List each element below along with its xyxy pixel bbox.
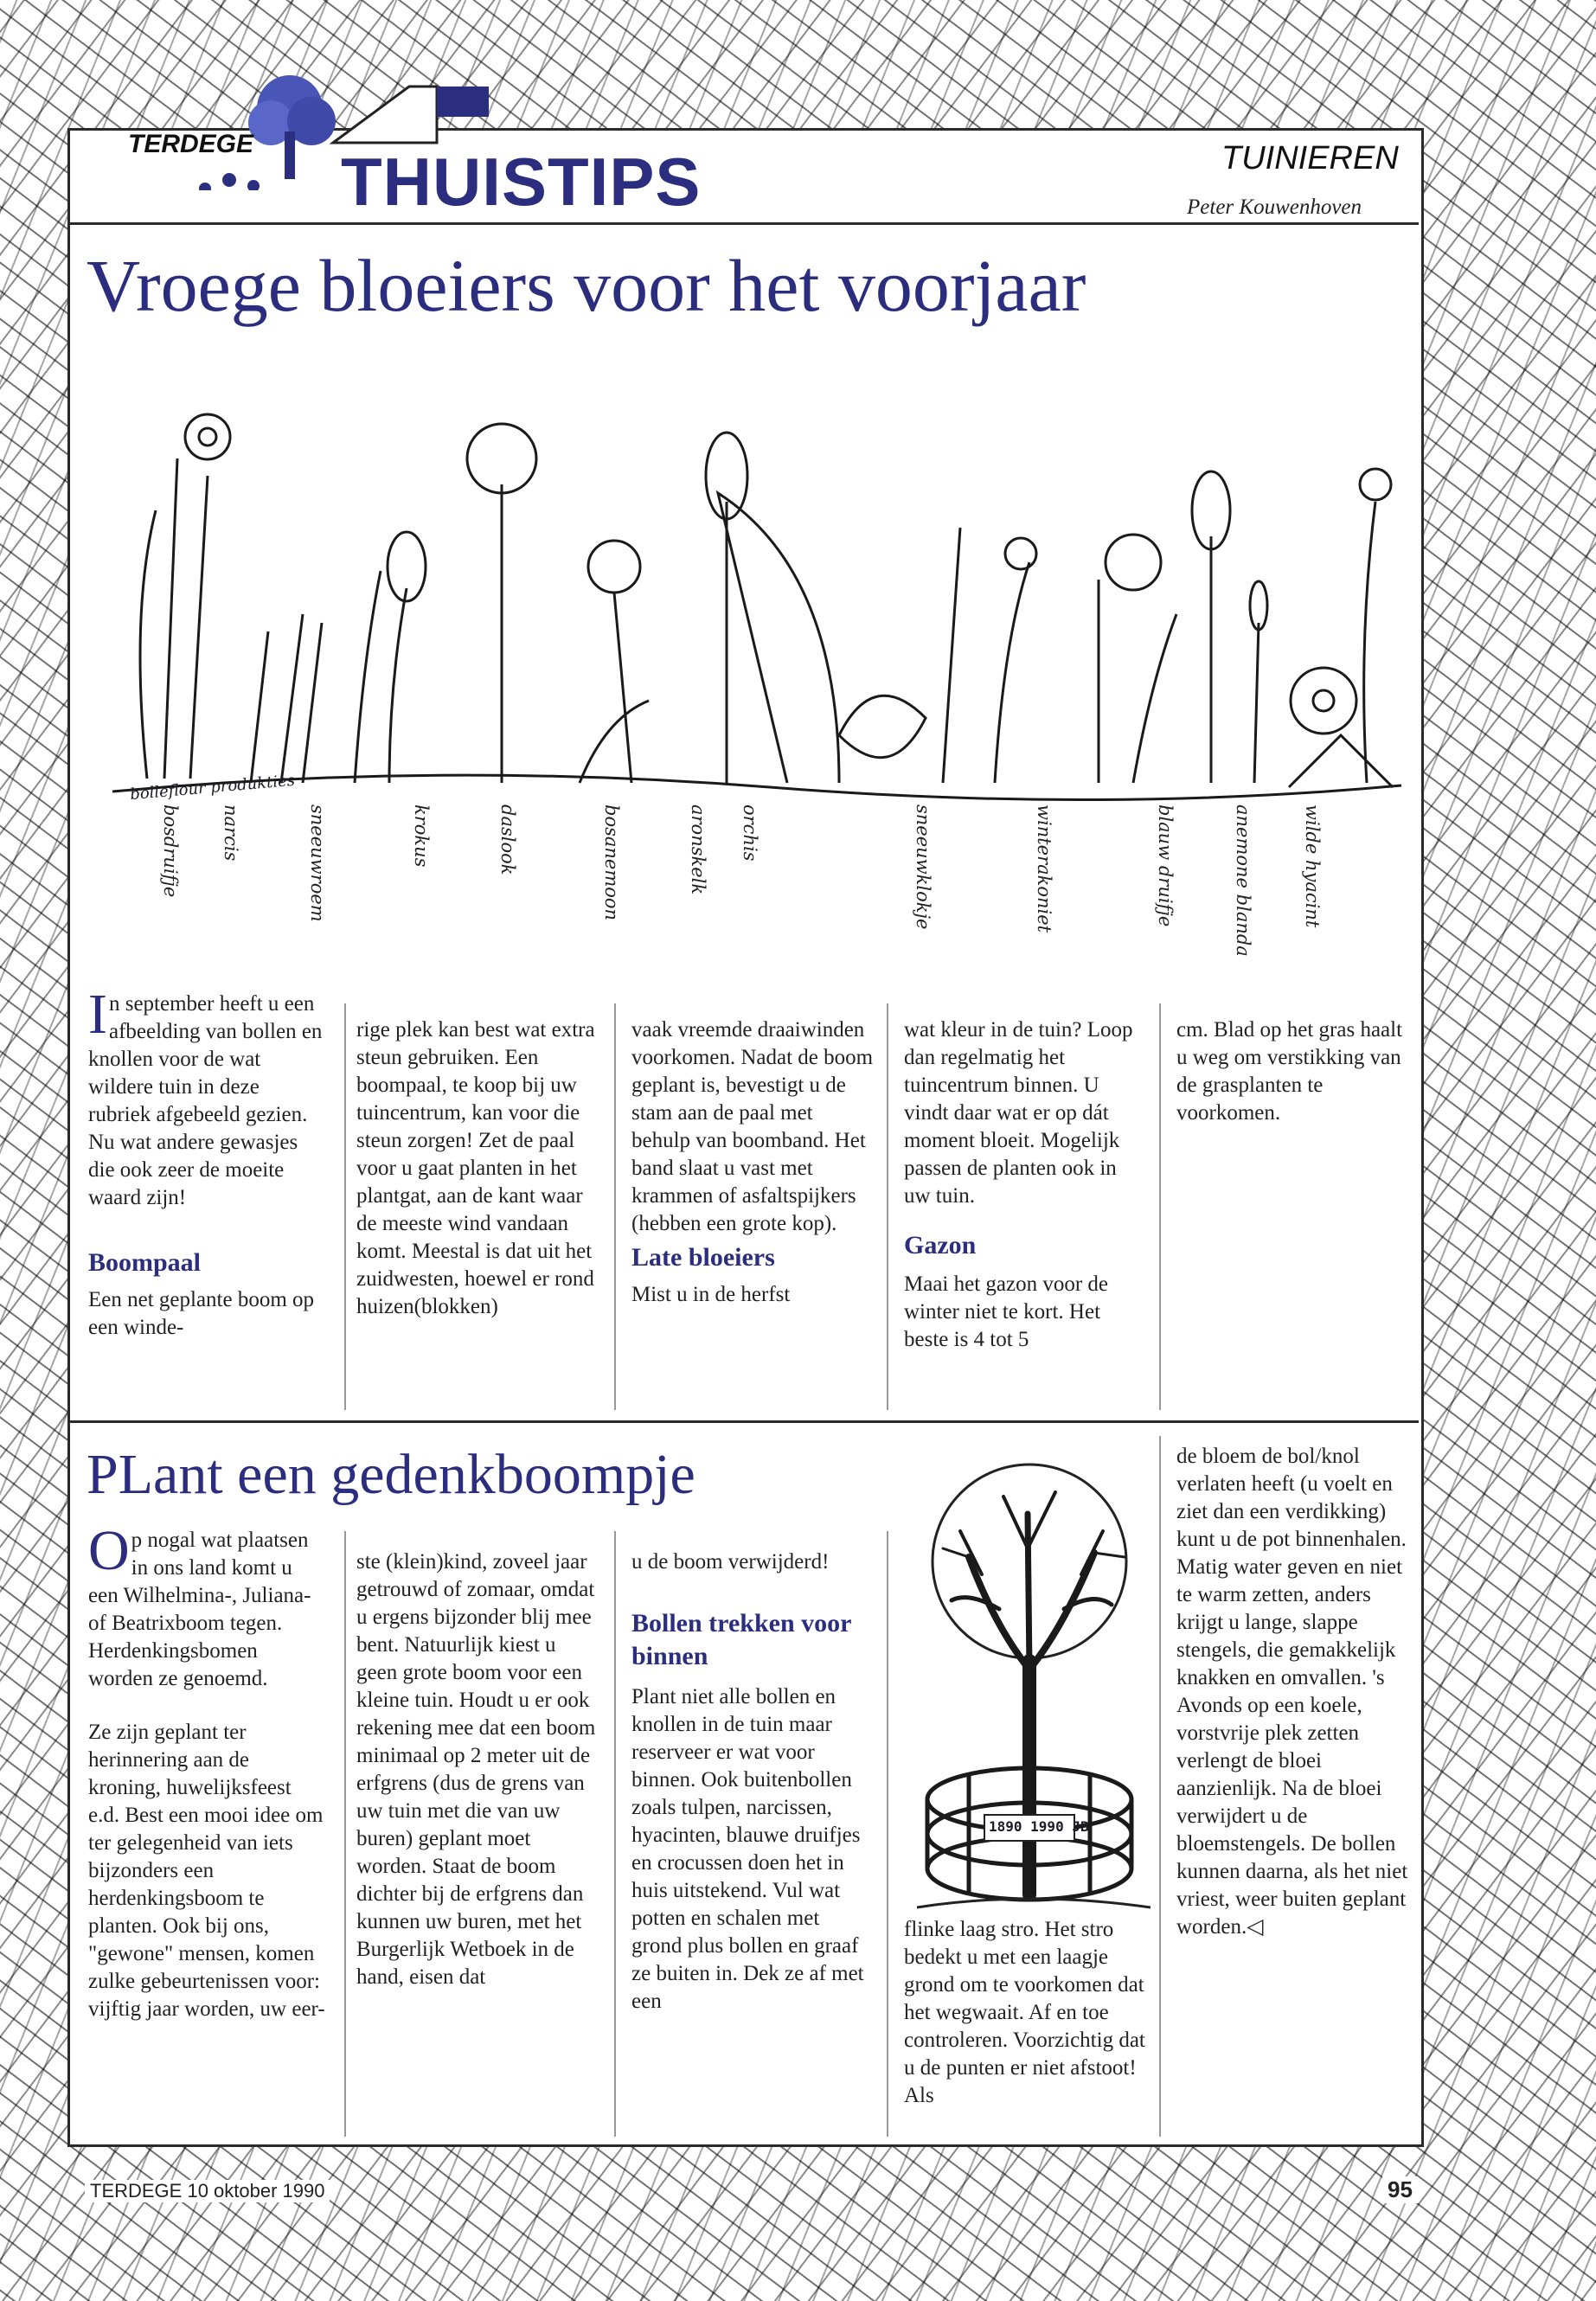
page-number: 95 — [1382, 2176, 1418, 2203]
article2-column-4 — [904, 1916, 1146, 2110]
footer-source: TERDEGE 10 oktober 1990 — [85, 2180, 330, 2202]
section-title: THUISTIPS — [341, 144, 702, 220]
dropcap: I — [88, 983, 107, 1046]
body-text: vaak vreemde draaiwinden voorkomen. Nadat de boom geplant is, bevestigt u de stam aan de paal met behulp van boomband. Het band slaat u vast met krammen of asfaltspijkers (hebben een grote kop). — [631, 1018, 874, 1235]
article1-title: Vroege bloeiers voor het voorjaar — [87, 244, 1086, 327]
article2-column-3 — [631, 1548, 874, 2016]
illustration-credit: bolleflour produkties — [129, 771, 296, 804]
body-text: Ze zijn geplant ter herinnering aan de kroning, huwelijksfeest e.d. Best een mooi idee om ter gelegenheid van iets bijzonders een herdenkingsboom te planten. Ook bij ons, "gewone" mensen, komen zulke gebeurtenissen voor: vijftig jaar worden, uw eer- — [88, 1721, 325, 2021]
body-text: ste (klein)kind, zoveel jaar getrouwd of zomaar, omdat u ergens bijzonder blij mee bent. Natuurlijk kiest u geen grote boom voor een kleine tuin. Houdt u er ook rekening mee dat een boom minimaal op 2 meter uit de erfgrens (dus de grens van uw tuin met die van uw buren) geplant moet worden. Staat de boom dichter bij de erfgrens dan kunnen uw buren, met het Burgerlijk Wetboek in de hand, eisen dat — [356, 1550, 596, 1989]
column-divider — [344, 1531, 346, 2137]
category-label: TUINIEREN — [1221, 140, 1399, 176]
body-text: Maai het gazon voor de winter niet te kort. Het beste is 4 tot 5 — [904, 1272, 1109, 1351]
column-divider — [1159, 1436, 1161, 2137]
body-text: n september heeft u een afbeelding van bollen en knollen voor de wat wildere tuin in deze rubriek afgebeeld gezien. Nu wat andere gewasjes die ook zeer de moeite waard zijn! — [88, 992, 323, 1209]
tree-plaque: 1890 1990 JB — [989, 1818, 1089, 1835]
plant-label: wilde hyacint — [1302, 804, 1323, 928]
plant-label: narcis — [221, 804, 241, 862]
column-divider — [614, 1531, 616, 2137]
plant-label: bosdruifje — [160, 804, 181, 898]
body-text: Een net geplante boom op een winde- — [88, 1288, 315, 1339]
article2-column-5 — [1176, 1443, 1410, 1941]
plant-label: winterakoniet — [1034, 804, 1054, 933]
author-label: Peter Kouwenhoven — [1187, 195, 1362, 219]
column-divider — [614, 1003, 616, 1410]
body-text: de bloem de bol/knol verlaten heeft (u voelt en ziet dan een verdikking) kunt u de pot binnenhalen. Matig water geven en niet te warm zetten, anders krijgt u lange, slappe stengels, die gemakkelijk knakken en omvallen. 's Avonds op een koele, vorstvrije plek zetten verlengt de bloei aanzienlijk. Na de bloei verwijdert u de bloemstengels. De bollen kunnen daarna, als het niet vriest, weer buiten geplant worden.◁ — [1176, 1445, 1408, 1939]
plant-label: daslook — [497, 804, 518, 875]
plant-label: bosanemoon — [601, 804, 622, 921]
plant-label: orchis — [740, 804, 760, 862]
brand-label: TERDEGE — [128, 130, 254, 158]
subheading-late-bloeiers: Late bloeiers — [631, 1243, 775, 1272]
article2-column-2 — [356, 1548, 599, 1991]
article1-column-2 — [356, 1016, 599, 1321]
column-divider — [344, 1003, 346, 1410]
memorial-tree-illustration — [917, 1462, 1151, 1920]
body-text: flinke laag stro. Het stro bedekt u met een laagje grond om te voorkomen dat het wegwaait. Af en toe controleren. Voorzichtig dat u de punten er niet afstoot! Als — [904, 1918, 1145, 2107]
plants-illustration — [95, 355, 1410, 804]
dropcap: O — [88, 1519, 130, 1582]
column-divider — [1159, 1003, 1161, 1410]
house-roof-icon — [333, 87, 437, 143]
body-text: Plant niet alle bollen en knollen in de tuin maar reserveer er wat voor binnen. Ook buitenbollen zoals tulpen, narcissen, hyacinten, blauwe druifjes en crocussen doen het in huis uitstekend. Vul wat potten en schalen met grond plus bollen en graaf ze buiten in. Dek ze af met een — [631, 1685, 864, 2013]
subheading-boompaal: Boompaal — [88, 1248, 202, 1277]
article1-column-5 — [1176, 1016, 1410, 1127]
column-divider — [887, 1531, 888, 2137]
plant-label: krokus — [411, 804, 432, 868]
subheading-gazon: Gazon — [904, 1231, 977, 1259]
body-text: p nogal wat plaatsen in ons land komt u een Wilhelmina-, Juliana- of Beatrixboom tegen. Herdenkingsbomen worden ze genoemd. — [88, 1529, 311, 1690]
article1-column-4 — [904, 1016, 1146, 1354]
article-separator — [67, 1420, 1419, 1423]
plant-label: blauw druifje — [1155, 804, 1176, 927]
column-divider — [887, 1003, 888, 1410]
plant-label: sneeuwklokje — [913, 804, 933, 930]
article1-column-1 — [88, 983, 326, 1342]
body-text: Mist u in de herfst — [631, 1283, 791, 1306]
masthead-rule — [67, 222, 1419, 225]
body-text: cm. Blad op het gras haalt u weg om verstikking van de grasplanten te voorkomen. — [1176, 1018, 1403, 1125]
article1-column-3 — [631, 1016, 874, 1309]
body-text: rige plek kan best wat extra steun gebruiken. Een boompaal, te koop bij uw tuincentrum, kan voor die steun zorgen! Zet de paal voor u gaat planten in het plantgat, aan de kant waar de meeste wind vandaan komt. Meestal is dat uit het zuidwesten, hoewel er rond huizen(blokken) — [356, 1018, 595, 1318]
article2-title: PLant een gedenkboompje — [87, 1443, 695, 1506]
plant-label: sneeuwroem — [307, 804, 328, 922]
plant-label: anemone blanda — [1233, 804, 1253, 957]
subheading-bollen-trekken: Bollen trekken voor binnen — [631, 1609, 851, 1670]
body-text: u de boom verwijderd! — [631, 1550, 830, 1574]
article2-column-1 — [88, 1519, 326, 2023]
body-text: wat kleur in de tuin? Loop dan regelmatig het tuincentrum binnen. U vindt daar wat er op dát moment bloeit. Mogelijk passen de planten ook in uw tuin. — [904, 1018, 1133, 1208]
plant-label: aronskelk — [688, 804, 708, 895]
flower-icons — [199, 173, 260, 190]
